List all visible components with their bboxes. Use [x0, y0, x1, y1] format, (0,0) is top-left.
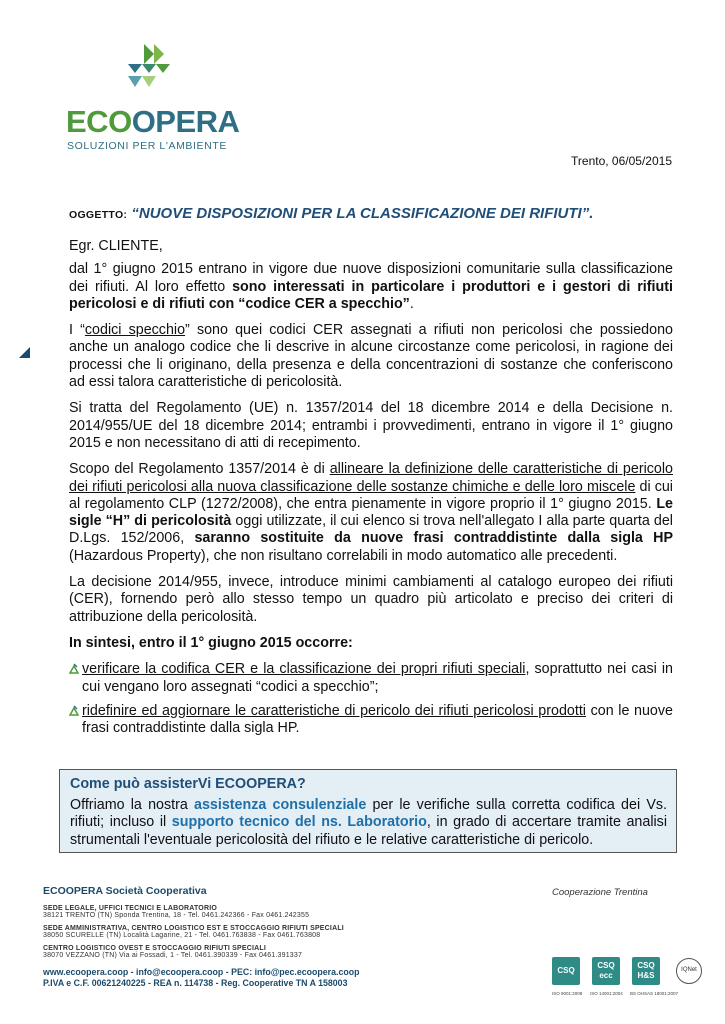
recycle-leaf-bullet-icon — [69, 705, 79, 716]
footer-company: ECOOPERA Società Cooperativa — [43, 885, 207, 897]
assistance-box — [59, 769, 677, 853]
subject-title: “NUOVE DISPOSIZIONI PER LA CLASSIFICAZIONE DEI RIFIUTI”. — [131, 205, 594, 222]
list-item: verificare la codifica CER e la classificazione dei propri rifiuti speciali, soprattutto nei casi in cui vengano loro assegnati “codici a specchio”; — [69, 661, 673, 696]
assistance-text: Offriamo la nostra assistenza consulenziale per le verifiche sulla corretta codifica dei Vs. rifiuti; incluso il supporto tecnico del ns. Laboratorio, in grado di accertare tramite analisi strumentali l'eventuale pericolosità del rifiuto e le relative caratteristiche di pericolo. — [70, 797, 668, 848]
footer-web-email-link[interactable]: www.ecoopera.coop - info@ecoopera.coop - PEC: info@pec.ecoopera.coop — [43, 967, 360, 977]
ecoopera-logo — [66, 42, 240, 157]
paragraph-decisione: La decisione 2014/955, invece, introduce minimi cambiamenti al catalogo europeo dei rifiuti (CER), fornendo però allo stesso tempo un quadro più articolato e preciso dei criteri di attribuzione della pericolosità. — [69, 574, 673, 625]
summary-heading: In sintesi, entro il 1° giugno 2015 occorre: — [69, 634, 353, 651]
logo-wordmark: ECOOPERA — [66, 104, 240, 139]
subject-line — [69, 205, 673, 222]
logo-tagline: SOLUZIONI PER L'AMBIENTE — [67, 140, 227, 152]
footer-section-address: 38121 TRENTO (TN) Sponda Trentina, 18 - Tel. 0461.242366 - Fax 0461.242355 — [43, 912, 310, 919]
iqnet-badge-icon: IQNet — [676, 958, 702, 984]
certification-logos — [552, 957, 712, 1003]
footer-section-title: CENTRO LOGISTICO OVEST E STOCCAGGIO RIFIUTI SPECIALI — [43, 945, 267, 952]
footer-section-title: SEDE AMMINISTRATIVA, CENTRO LOGISTICO EST E STOCCAGGIO RIFIUTI SPECIALI — [43, 925, 344, 932]
logo-arrows-icon — [124, 42, 184, 102]
footer-section-title: SEDE LEGALE, UFFICI TECNICI E LABORATORIO — [43, 905, 218, 912]
paragraph-codici-specchio: I “codici specchio” sono quei codici CER assegnati a rifiuti non pericolosi che possiedono anche un analogo codice che li descrive in alcune circostanze come pericolosi, in ragione dei processi che li originano, della presenza e della concentrazioni di sostanze che conferiscono ad essi talora caratteristiche di pericolosità. — [69, 322, 673, 391]
footer-registration: P.IVA e C.F. 00621240225 - REA n. 114738 - Reg. Cooperative TN A 158003 — [43, 978, 348, 988]
list-item: ridefinire ed aggiornare le caratteristiche di pericolo dei rifiuti pericolosi prodotti con le nuove frasi contraddistinte dalla sigla HP. — [69, 703, 673, 738]
csq-hs-badge-icon: CSQ H&S — [632, 957, 660, 985]
margin-marker-icon — [19, 347, 30, 358]
cert-caption: ISO 9001:2008 — [552, 991, 583, 996]
cooperazione-trentina-logo: Cooperazione Trentina — [552, 887, 648, 898]
action-list — [69, 661, 673, 737]
cert-caption: ISO 14001:2004 — [590, 991, 623, 996]
recycle-leaf-bullet-icon — [69, 663, 79, 674]
csq-iso9001-badge-icon: CSQ — [552, 957, 580, 985]
greeting: Egr. CLIENTE, — [69, 238, 163, 254]
csq-ecc-badge-icon: CSQ ecc — [592, 957, 620, 985]
assistance-title: Come può assisterVi ECOOPERA? — [70, 776, 306, 792]
paragraph-regolamento: Si tratta del Regolamento (UE) n. 1357/2014 del 18 dicembre 2014 e della Decisione n. 2014/955/UE del 18 dicembre 2014; entrambi i provvedimenti, entrano in vigore il 1° giugno 2015 e non necessitano di atti di recepimento. — [69, 400, 673, 451]
paragraph-intro: dal 1° giugno 2015 entrano in vigore due nuove disposizioni comunitarie sulla classificazione dei rifiuti. Al loro effetto sono interessati in particolare i produttori e i gestori di rifiuti pericolosi e di rifiuti con “codice CER a specchio”. — [69, 261, 673, 312]
cert-caption: BS OHSAS 18001:2007 — [630, 991, 679, 996]
subject-label: OGGETTO: — [69, 209, 128, 221]
letter-body — [69, 205, 673, 744]
letter-date: Trento, 06/05/2015 — [571, 154, 672, 168]
paragraph-scopo: Scopo del Regolamento 1357/2014 è di allineare la definizione delle caratteristiche di pericolo dei rifiuti pericolosi alla nuova classificazione delle sostanze chimiche e delle loro miscele di cui al regolamento CLP (1272/2008), che entra pienamente in vigore proprio il 1° giugno 2015. Le sigle “H” di pericolosità oggi utilizzate, il cui elenco si trova nell'allegato I alla parte quarta del D.Lgs. 152/2006, saranno sostituite da nuove frasi contraddistinte dalla sigla HP (Hazardous Property), che non risultano correlabili in modo automatico alle precedenti. — [69, 461, 673, 564]
footer-section-address: 38070 VEZZANO (TN) Via ai Fossadi, 1 - Tel. 0461.390339 - Fax 0461.391337 — [43, 952, 303, 959]
footer-section-address: 38050 SCURELLE (TN) Località Lagarine, 21 - Tel. 0461.763838 - Fax 0461.763808 — [43, 932, 321, 939]
